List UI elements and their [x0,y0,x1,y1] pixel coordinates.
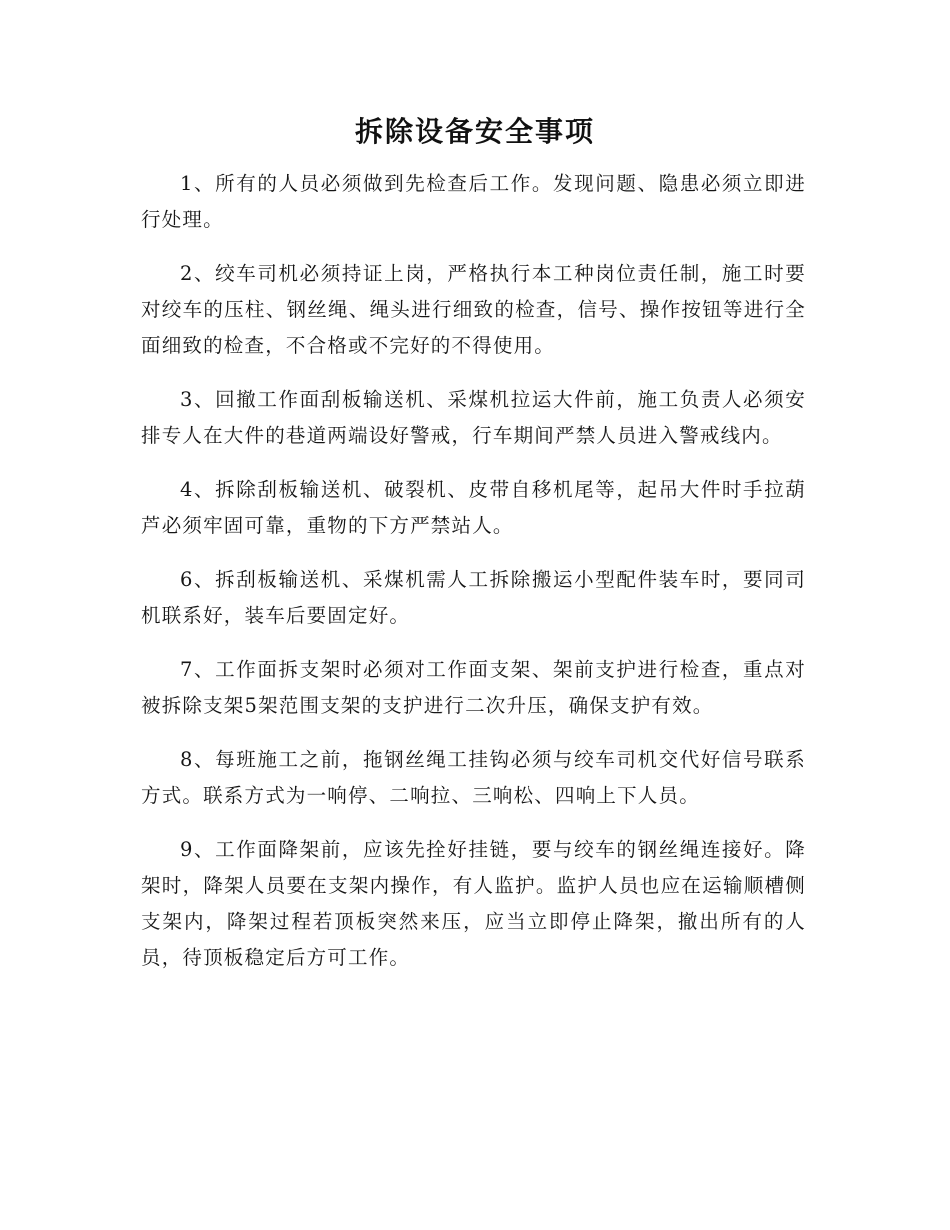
paragraph-item-7: 7、工作面拆支架时必须对工作面支架、架前支护进行检查，重点对被拆除支架5架范围支架的支护进行二次升压，确保支护有效。 [141,658,806,717]
paragraph-item-3: 3、回撤工作面刮板输送机、采煤机拉运大件前，施工负责人必须安排专人在大件的巷道两端设好警戒，行车期间严禁人员进入警戒线内。 [141,388,806,447]
paragraph-item-9: 9、工作面降架前，应该先拴好挂链，要与绞车的钢丝绳连接好。降架时，降架人员要在支架内操作，有人监护。监护人员也应在运输顺槽侧支架内，降架过程若顶板突然来压，应当立即停止降架，撤出所有的人员，待顶板稳定后方可工作。 [141,838,806,969]
paragraph-item-8: 8、每班施工之前，拖钢丝绳工挂钩必须与绞车司机交代好信号联系方式。联系方式为一响停、二响拉、三响松、四响上下人员。 [141,748,806,807]
paragraph-item-2: 2、绞车司机必须持证上岗，严格执行本工种岗位责任制，施工时要对绞车的压柱、钢丝绳、绳头进行细致的检查，信号、操作按钮等进行全面细致的检查，不合格或不完好的不得使用。 [141,262,806,357]
paragraph-item-4: 4、拆除刮板输送机、破裂机、皮带自移机尾等，起吊大件时手拉葫芦必须牢固可靠，重物的下方严禁站人。 [141,478,806,537]
paragraph-item-6: 6、拆刮板输送机、采煤机需人工拆除搬运小型配件装车时，要同司机联系好，装车后要固定好。 [141,568,806,627]
document-body [141,166,806,994]
document-title: 拆除设备安全事项 [354,115,595,148]
paragraph-item-1: 1、所有的人员必须做到先检查后工作。发现问题、隐患必须立即进行处理。 [141,172,806,231]
